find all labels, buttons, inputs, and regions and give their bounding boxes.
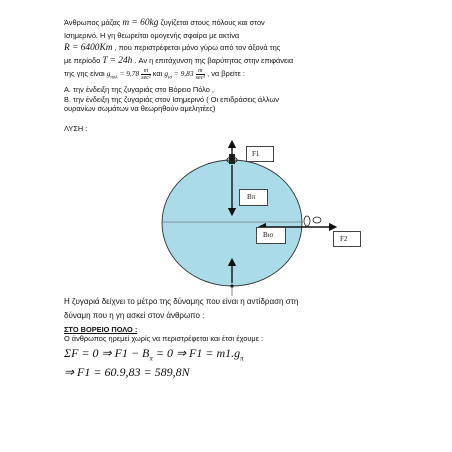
g-equator-subscript: ισ — [168, 75, 172, 81]
problem-text: , να βρείτε : — [205, 69, 245, 78]
equation-1-subscript-a: π — [149, 354, 153, 363]
problem-text: και — [150, 69, 165, 78]
bp-label-box — [239, 189, 268, 206]
f2-label: F2 — [340, 235, 348, 243]
f2-label-box — [333, 231, 361, 247]
g-pole-value: = 9,78 — [117, 69, 140, 78]
g-equator-value: = 9,83 — [171, 69, 194, 78]
explanation-line-2: δύναμη που η γη ασκεί στον άνθρωπο : — [64, 311, 205, 320]
question-a: Α. την ένδειξη της ζυγαριάς στο Βόρειο Πόλο , — [64, 85, 214, 94]
equation-1 — [64, 346, 244, 363]
unit-numerator: m — [196, 68, 205, 75]
f1-label: F1 — [252, 150, 260, 158]
north-pole-heading: ΣΤΟ ΒΟΡΕΙΟ ΠΟΛΟ : — [64, 325, 138, 334]
problem-text: της γης είναι — [64, 69, 107, 78]
question-b-line-2: ουρανίων σωμάτων να θεωρηθούν αμελητέες) — [64, 104, 216, 113]
problem-text: , που περιστρέφεται μόνο γύρω από τον άξονά της — [112, 43, 281, 52]
solution-heading: ΛΥΣΗ : — [64, 124, 88, 133]
g-pole-subscript: πολ — [110, 75, 118, 81]
equation-2: ⇒ F1 = 60.9,83 = 589,8N — [64, 365, 190, 379]
question-b-line-1: Β. την ένδειξη της ζυγαριάς στον Ισημερινό ( Οι επιδράσεις άλλων — [64, 95, 279, 104]
scale-equator — [304, 216, 310, 226]
problem-text: ζυγίζεται στους πόλους και στον — [158, 18, 265, 27]
equation-1-part-b: = 0 ⇒ F1 = m1.g — [152, 346, 241, 360]
bis-label: Βισ — [263, 231, 274, 239]
unit-numerator: m — [141, 68, 150, 75]
problem-text: Άνθρωπος μάζας — [64, 18, 123, 27]
period-value: T = 24h — [102, 56, 133, 66]
f1-label-box — [246, 146, 274, 162]
equation-1-subscript-b: π — [240, 354, 244, 363]
g-equator-symbol: g — [164, 69, 169, 78]
unit-denominator: sec² — [195, 74, 206, 81]
problem-line-2: Ισημερινό. Η γη θεωρείται ομογενής σφαίρα με ακτίνα — [64, 31, 240, 40]
south-pole-marker — [230, 284, 233, 287]
problem-text: με περίοδο — [64, 56, 103, 65]
explanation-line-1: Η ζυγαριά δείχνει το μέτρο της δύναμης που είναι η αντίδραση στη — [64, 297, 299, 306]
bis-label-box — [256, 227, 286, 244]
equation-1-part-a: ΣF = 0 ⇒ F1 − B — [64, 346, 150, 360]
north-pole-text: Ο άνθρωπος ηρεμεί χωρίς να περιστρέφεται και έτσι έχουμε : — [64, 334, 264, 343]
mass-value: m = 60kg — [122, 18, 159, 28]
problem-text: . Αν η επιτάχυνση της βαρύτητας στην επιφάνεια — [132, 56, 294, 65]
radius-value: R = 6400Km — [64, 43, 113, 53]
person-equator — [313, 217, 321, 223]
bp-label: Βπ — [247, 193, 256, 201]
g-pole-symbol: g — [106, 69, 111, 78]
unit-denominator: sec² — [141, 74, 151, 81]
